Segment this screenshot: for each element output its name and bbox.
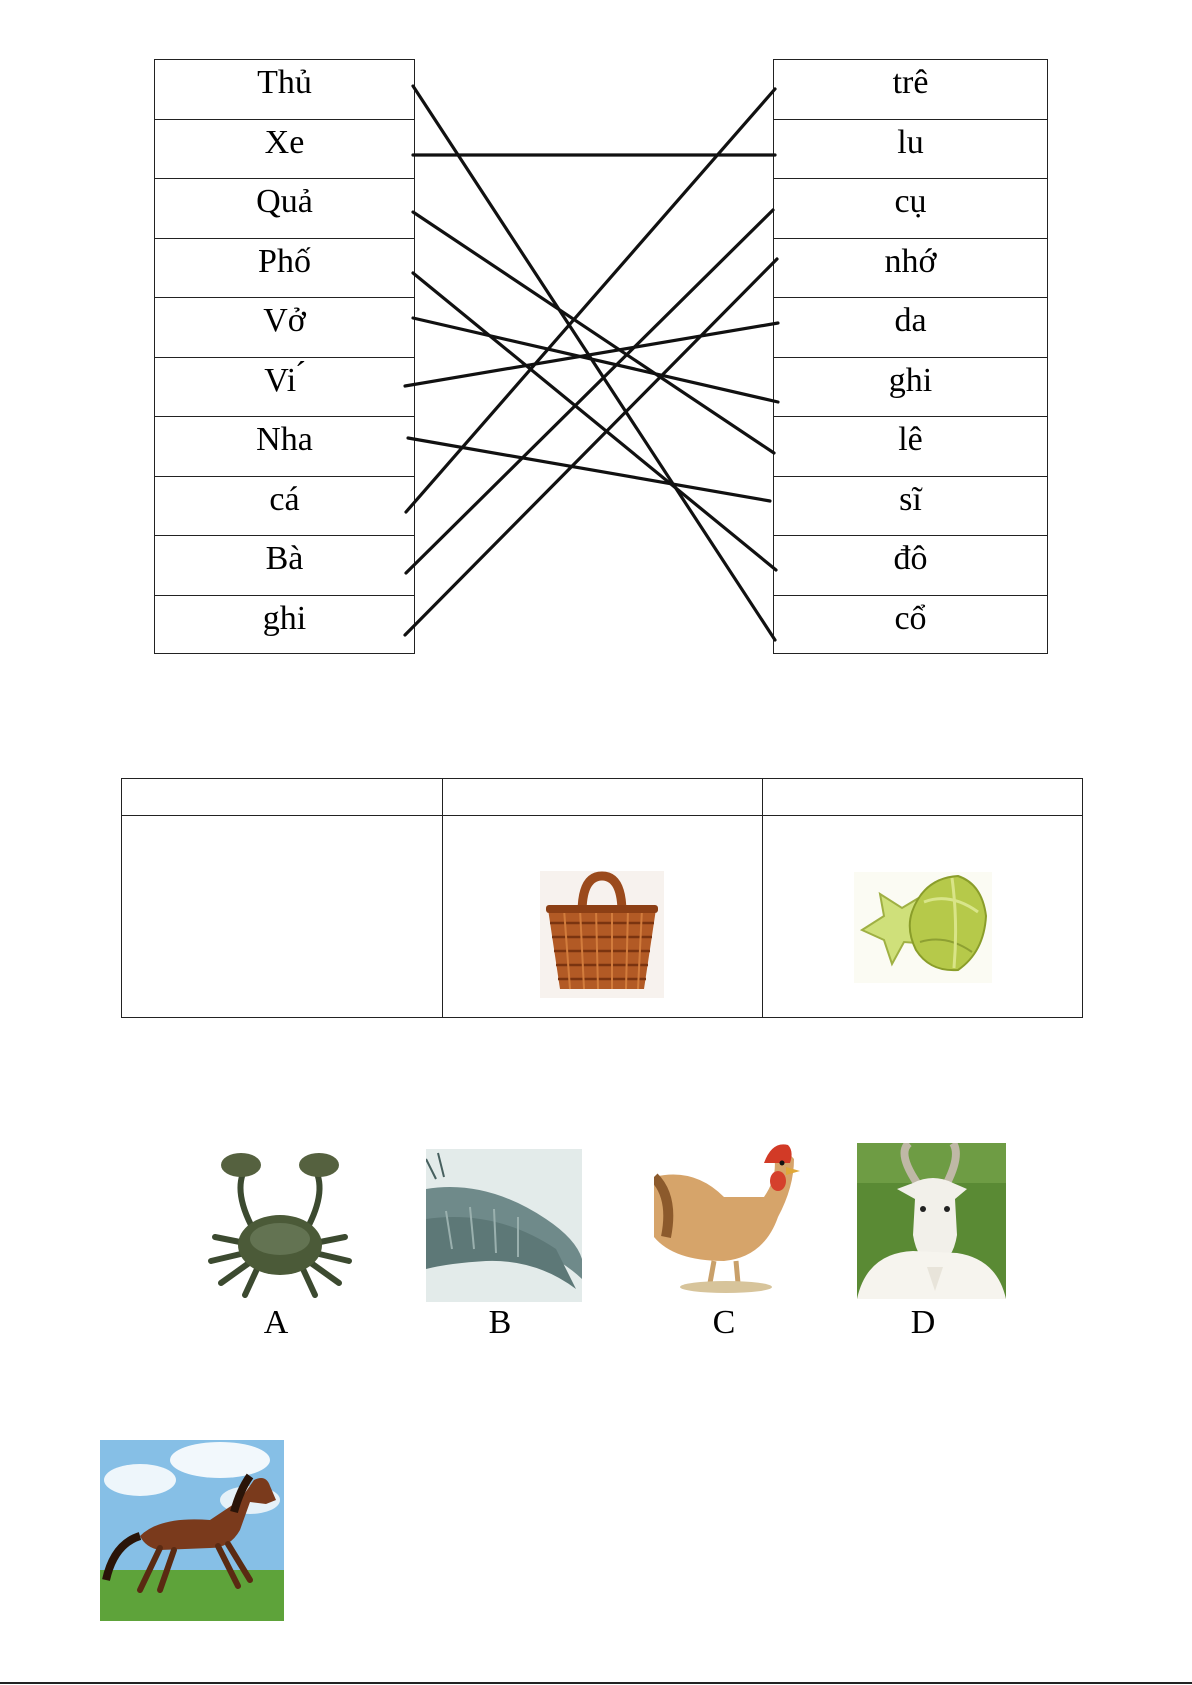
basket-image [540,871,664,998]
right-word: nhớ [774,238,1047,298]
right-word: lê [774,416,1047,476]
animal-label-d: D [910,1304,936,1341]
left-word: Bà [155,535,414,595]
match-line [408,438,770,501]
left-word: Xe [155,119,414,179]
goat-image [857,1143,1006,1299]
crab-image [201,1145,359,1302]
left-word: Thủ [155,59,414,119]
left-word: Nha [155,416,414,476]
left-word: Quả [155,178,414,238]
table-divider [762,779,763,1017]
chicken-image [654,1137,804,1294]
match-line [413,318,778,402]
right-word: trê [774,59,1047,119]
right-word: cụ [774,178,1047,238]
right-word: đô [774,535,1047,595]
table-divider [442,779,443,1017]
page-bottom-rule [0,1682,1192,1684]
animal-label-b: B [488,1304,512,1341]
right-word: ghi [774,357,1047,417]
picture-table [121,778,1083,1018]
star-fruit-image [854,872,992,983]
animal-label-c: C [712,1304,736,1341]
match-line [406,89,775,512]
right-word-column [773,59,1048,654]
left-word: Phố [155,238,414,298]
match-line [406,210,773,573]
shrimp-image [426,1149,582,1302]
left-word-column [154,59,415,654]
match-line [413,273,776,570]
match-line [405,259,777,635]
match-line [413,212,774,453]
horse-image [100,1440,284,1621]
table-header-row [122,779,1082,816]
left-word: Vở [155,297,414,357]
match-line [405,323,778,386]
left-word: Vi ́ [155,357,414,417]
right-word: lu [774,119,1047,179]
left-word: ghi [155,595,414,655]
right-word: cổ [774,595,1047,655]
right-word: sĩ [774,476,1047,536]
animal-label-a: A [263,1304,289,1341]
match-line [413,86,775,640]
right-word: da [774,297,1047,357]
left-word: cá [155,476,414,536]
